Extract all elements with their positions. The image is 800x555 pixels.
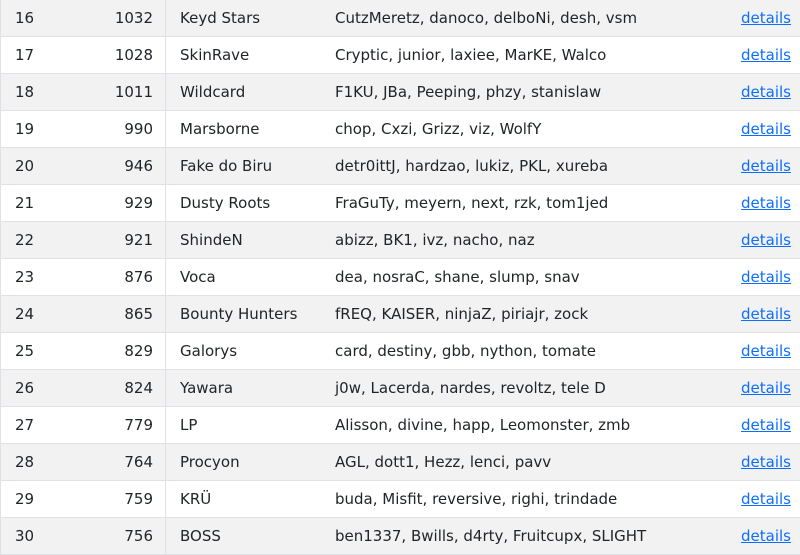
players-cell: chop, Cxzi, Grizz, viz, WolfY: [335, 120, 542, 138]
players-cell: FraGuTy, meyern, next, rzk, tom1jed: [335, 194, 609, 212]
points-cell: 1028: [114, 46, 153, 64]
team-name-cell: Procyon: [180, 453, 240, 471]
players-cell: card, destiny, gbb, nython, tomate: [335, 342, 596, 360]
rank-cell: 24: [15, 305, 35, 323]
column-divider: [165, 444, 166, 480]
players-cell: detr0ittJ, hardzao, lukiz, PKL, xureba: [335, 157, 609, 175]
details-link[interactable]: details: [741, 379, 791, 397]
rank-cell: 29: [15, 490, 35, 508]
rank-cell: 25: [15, 342, 35, 360]
rank-cell: 20: [15, 157, 35, 175]
details-link[interactable]: details: [741, 268, 791, 286]
players-cell: fREQ, KAISER, ninjaZ, piriajr, zock: [335, 305, 589, 323]
table-row: [1, 296, 800, 333]
table-row: [1, 444, 800, 481]
column-divider: [165, 111, 166, 147]
players-cell: AGL, dott1, Hezz, lenci, pavv: [335, 453, 552, 471]
team-name-cell: Voca: [180, 268, 216, 286]
table-row: [1, 370, 800, 407]
table-row: [1, 148, 800, 185]
details-link[interactable]: details: [741, 157, 791, 175]
details-link[interactable]: details: [741, 342, 791, 360]
table-row: [1, 111, 800, 148]
column-divider: [165, 481, 166, 517]
team-name-cell: ShindeN: [180, 231, 243, 249]
team-name-cell: Yawara: [180, 379, 234, 397]
table-row: [1, 37, 800, 74]
column-divider: [165, 296, 166, 332]
points-cell: 929: [124, 194, 153, 212]
column-divider: [165, 259, 166, 295]
players-cell: j0w, Lacerda, nardes, revoltz, tele D: [335, 379, 606, 397]
details-link[interactable]: details: [741, 527, 791, 545]
team-name-cell: Fake do Biru: [180, 157, 273, 175]
players-cell: ben1337, Bwills, d4rty, Fruitcupx, SLIGHT: [335, 527, 647, 545]
team-name-cell: KRÜ: [180, 490, 212, 508]
column-divider: [165, 148, 166, 184]
players-cell: F1KU, JBa, Peeping, phzy, stanislaw: [335, 83, 602, 101]
table-row: [1, 333, 800, 370]
points-cell: 865: [124, 305, 153, 323]
rank-cell: 26: [15, 379, 35, 397]
rank-cell: 27: [15, 416, 35, 434]
rank-cell: 19: [15, 120, 35, 138]
points-cell: 829: [124, 342, 153, 360]
points-cell: 779: [124, 416, 153, 434]
rank-cell: 21: [15, 194, 35, 212]
rank-cell: 18: [15, 83, 35, 101]
details-link[interactable]: details: [741, 453, 791, 471]
team-name-cell: Dusty Roots: [180, 194, 271, 212]
column-divider: [165, 222, 166, 258]
team-name-cell: SkinRave: [180, 46, 250, 64]
column-divider: [165, 370, 166, 406]
rank-cell: 22: [15, 231, 35, 249]
rank-cell: 17: [15, 46, 35, 64]
table-row: [1, 259, 800, 296]
rank-cell: 28: [15, 453, 35, 471]
column-divider: [165, 407, 166, 443]
details-link[interactable]: details: [741, 490, 791, 508]
details-link[interactable]: details: [741, 416, 791, 434]
points-cell: 759: [124, 490, 153, 508]
details-link[interactable]: details: [741, 46, 791, 64]
points-cell: 764: [124, 453, 153, 471]
table-row: [1, 518, 800, 555]
points-cell: 824: [124, 379, 153, 397]
players-cell: dea, nosraC, shane, slump, snav: [335, 268, 580, 286]
team-name-cell: LP: [180, 416, 198, 434]
players-cell: Cryptic, junior, laxiee, MarKE, Walco: [335, 46, 607, 64]
details-link[interactable]: details: [741, 305, 791, 323]
points-cell: 990: [124, 120, 153, 138]
column-divider: [165, 333, 166, 369]
column-divider: [165, 37, 166, 73]
details-link[interactable]: details: [741, 194, 791, 212]
table-row: [1, 481, 800, 518]
team-name-cell: Bounty Hunters: [180, 305, 298, 323]
details-link[interactable]: details: [741, 120, 791, 138]
table-row: [1, 407, 800, 444]
players-cell: buda, Misfit, reversive, righi, trindade: [335, 490, 618, 508]
players-cell: abizz, BK1, ivz, nacho, naz: [335, 231, 535, 249]
team-name-cell: Galorys: [180, 342, 238, 360]
team-name-cell: BOSS: [180, 527, 221, 545]
players-cell: CutzMeretz, danoco, delboNi, desh, vsm: [335, 9, 638, 27]
table-row: [1, 185, 800, 222]
details-link[interactable]: details: [741, 83, 791, 101]
table-row: [1, 222, 800, 259]
team-name-cell: Wildcard: [180, 83, 246, 101]
details-link[interactable]: details: [741, 231, 791, 249]
players-cell: Alisson, divine, happ, Leomonster, zmb: [335, 416, 631, 434]
rank-cell: 16: [15, 9, 35, 27]
points-cell: 1011: [114, 83, 153, 101]
points-cell: 946: [124, 157, 153, 175]
team-name-cell: Marsborne: [180, 120, 260, 138]
points-cell: 876: [124, 268, 153, 286]
column-divider: [165, 74, 166, 110]
table-row: [1, 74, 800, 111]
points-cell: 921: [124, 231, 153, 249]
column-divider: [165, 518, 166, 554]
table-row: [1, 0, 800, 37]
points-cell: 1032: [114, 9, 153, 27]
rank-cell: 23: [15, 268, 35, 286]
details-link[interactable]: details: [741, 9, 791, 27]
column-divider: [165, 0, 166, 36]
points-cell: 756: [124, 527, 153, 545]
rank-cell: 30: [15, 527, 35, 545]
column-divider: [165, 185, 166, 221]
team-name-cell: Keyd Stars: [180, 9, 261, 27]
